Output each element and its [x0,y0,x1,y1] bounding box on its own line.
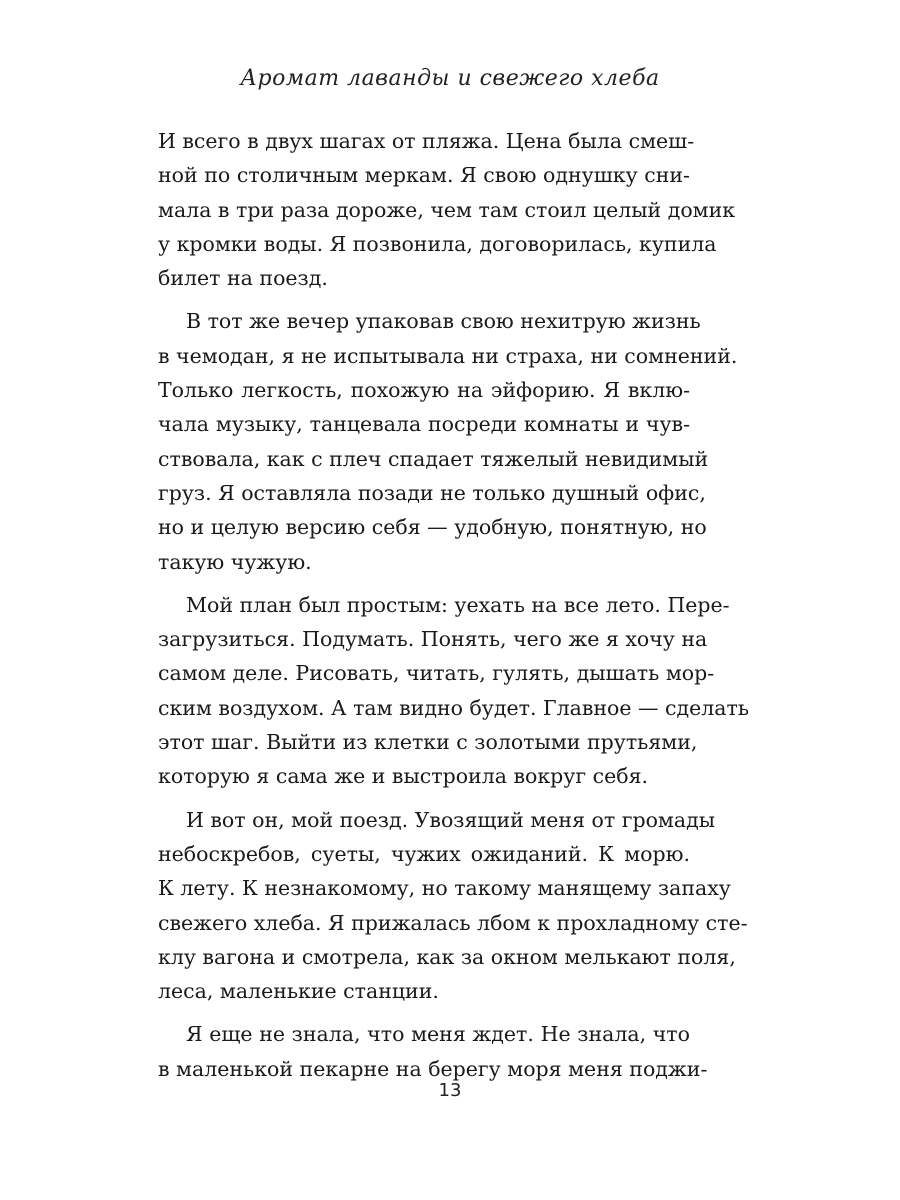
text-line: свежего хлеба. Я прижалась лбом к прохладному сте- [158,910,748,935]
text-line: ствовала, как с плеч спадает тяжелый невидимый [158,446,709,471]
text-line: такую чужую. [158,549,312,574]
running-head: Аромат лаванды и свежего хлеба [240,66,660,91]
text-line: мала в три раза дороже, чем там стоил целый домик [158,197,736,222]
paragraph-1 [158,124,736,295]
text-line: самом деле. Рисовать, читать, гулять, дышать мор- [158,661,715,686]
text-line: чала музыку, танцевала посреди комнаты и чув- [158,412,690,437]
text-line: у кромки воды. Я позвонила, договорилась, купила [158,231,717,256]
body-text [158,124,750,1095]
text-line: небоскребов, суеты, чужих ожиданий. К морю. [158,841,690,866]
text-line: Я еще не знала, что меня ждет. Не знала, что [186,1022,690,1047]
text-line: которую я сама же и выстроила вокруг себя. [158,764,649,789]
paragraph-4 [158,803,748,1009]
text-line: И всего в двух шагах от пляжа. Цена была смеш- [158,129,695,153]
paragraph-3 [158,588,750,794]
text-line: Мой план был простым: уехать на все лето. Пере- [186,592,730,617]
text-line: в чемодан, я не испытывала ни страха, ни сомнений. [158,343,738,368]
text-line: но и целую версию себя — удобную, понятную, но [158,515,707,540]
text-line: леса, маленькие станции. [158,979,439,1004]
text-line: В тот же вечер упаковав свою нехитрую жизнь [186,309,701,334]
paragraph-2 [158,304,738,578]
text-line: И вот он, мой поезд. Увозящий меня от громады [186,807,716,832]
text-line: этот шаг. Выйти из клетки с золотыми прутьями, [158,730,698,755]
paragraph-5 [158,1017,708,1086]
text-line: Только легкость, похожую на эйфорию. Я вклю- [158,378,690,403]
text-line: ским воздухом. А там видно будет. Главное — сделать [158,695,750,720]
text-line: загрузиться. Подумать. Понять, чего же я хочу на [158,627,708,652]
text-line: билет на поезд. [158,266,328,291]
text-line: в маленькой пекарне на берегу моря меня поджи- [158,1056,708,1081]
text-line: клу вагона и смотрела, как за окном мелькают поля, [158,944,736,969]
page-number: 13 [438,1080,462,1101]
text-line: ной по столичным меркам. Я свою однушку сни- [158,163,690,188]
text-line: К лету. К незнакомому, но такому манящему запаху [158,876,731,901]
text-line: груз. Я оставляла позади не только душный офис, [158,480,706,505]
